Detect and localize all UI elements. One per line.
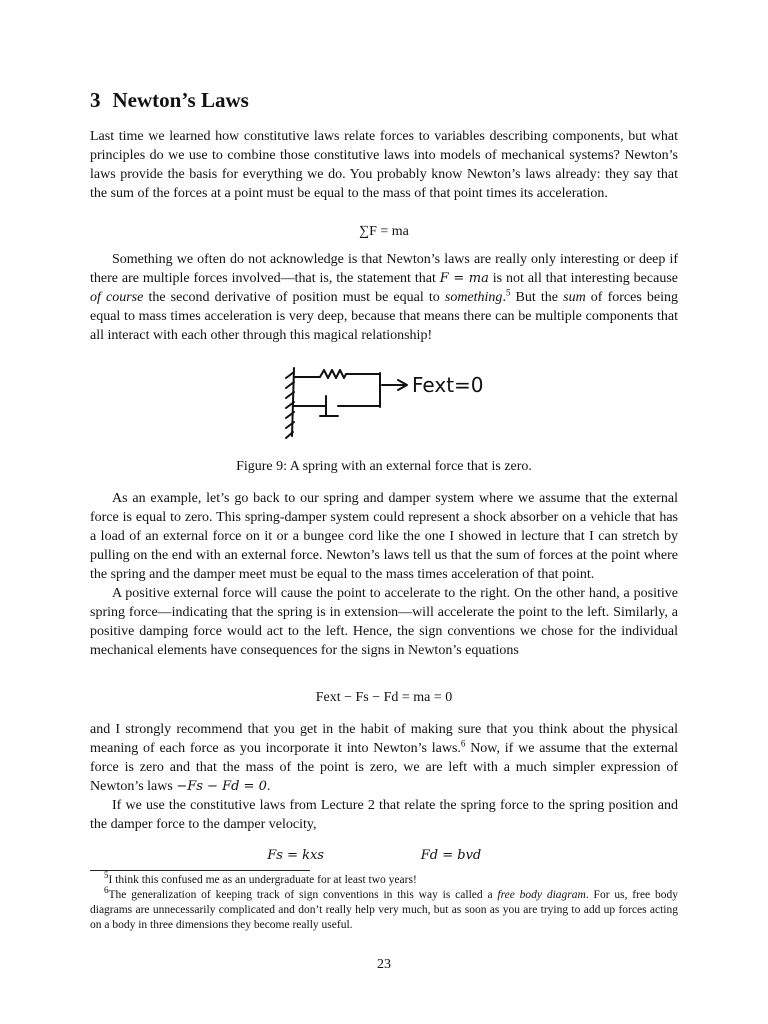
force-label: Fext=0: [412, 373, 484, 397]
equation-newton-balance: Fext − Fs − Fd = ma = 0: [315, 690, 453, 705]
section-heading: [90, 86, 249, 114]
footnote-6: $^6$The generalization of keeping track of sign conventions in this way is called a free body diagram. For us, free body diagrams are unnecessarily complicated and don’t really help very much, but as soon as you are trying to add up forces acting on a body in three dimensions they become really useful.: [90, 885, 678, 931]
paragraph-constitutive: If we use the constitutive laws from Lecture 2 that relate the spring force to the spring position and the damper force to the damper velocity,: [90, 798, 678, 832]
paragraph-sign-conventions: A positive external force will cause the point to accelerate to the right. On the other hand, a positive spring force—indicating that the spring is in extension—will accelerate the point to the left. Similarly, a positive damping force would act to the left. Hence, the sign conventions we chose for the individual mechanical elements have consequences for the signs in Newton’s equations: [90, 586, 678, 658]
equation-damper: Fd = bvd: [420, 848, 482, 863]
footnote-ref-6: 6: [460, 738, 466, 749]
footnote-5: $^5$I think this confused me as an undergraduate for at least two years!: [104, 870, 417, 886]
paragraph-recommend: and I strongly recommend that you get in the habit of making sure that you think about the physical meaning of each force as you incorporate it into Newton’s laws.$^6$ Now, if we assume that the external force is zero and that the mass of the point is zero, we are left with a much simpler expression of Newton’s laws −Fs − Fd = 0. If we use the constitutive laws from Lecture 2 that relate the spring force to the spring position and the damper force to the damper velocity,: [90, 722, 678, 832]
equation-spring: Fs = kxs: [267, 848, 324, 863]
equation-constitutive: [90, 846, 678, 865]
page-number: 23: [377, 957, 391, 972]
inline-math: −Fs − Fd = 0: [176, 779, 267, 794]
paragraph-intro: Last time we learned how constitutive laws relate forces to variables describing components, but what principles do we use to combine those constitutive laws into models of mechanical systems? Newton’s laws provide the basis for everything we do. You probably know Newton’s laws already: they say that the sum of the forces at a point must be equal to the mass of that point times its acceleration.: [90, 129, 678, 201]
footnote-ref-5: 5: [505, 287, 511, 298]
force-arrow: [382, 380, 407, 390]
section-number: 3: [90, 88, 101, 112]
inline-math: F = ma: [439, 271, 489, 286]
paragraph-forces: Something we often do not acknowledge is that Newton’s laws are really only interesting or deep if there are multiple forces involved—that is, the statement that F = ma is not all that interesting because of course the second derivative of position must be equal to something.$^5$ But the sum of forces being equal to mass times acceleration is very deep, because that means there can be multiple components that all interact with each other through this magical relationship!: [90, 252, 678, 343]
damper: [294, 396, 380, 416]
spring: [294, 370, 380, 378]
spring-damper-figure: [280, 360, 494, 440]
paragraph-example: As an example, let’s go back to our spring and damper system where we assume that the external force is equal to zero. This spring-damper system could represent a shock absorber on a vehicle that has a load of an external force on it or a bungee cord like the one I showed in lecture that I can stretch by pulling on the end with an external force. Newton’s laws tell us that the sum of forces at the point where the spring and the damper meet must be equal to the mass times acceleration of that point. A positive external force will cause the point to accelerate to the right. On the other hand, a positive spring force—indicating that the spring is in extension—will accelerate the point to the left. Similarly, a positive damping force would act to the left. Hence, the sign conventions we chose for the individual mechanical elements have consequences for the signs in Newton’s equations: [90, 491, 678, 658]
figure-caption: Figure 9: A spring with an external force that is zero.: [236, 459, 532, 474]
equation-newton-sum: ∑F = ma: [359, 224, 409, 239]
section-title: Newton’s Laws: [112, 88, 249, 112]
footnote-divider: [90, 870, 310, 871]
footnotes: [90, 870, 678, 933]
